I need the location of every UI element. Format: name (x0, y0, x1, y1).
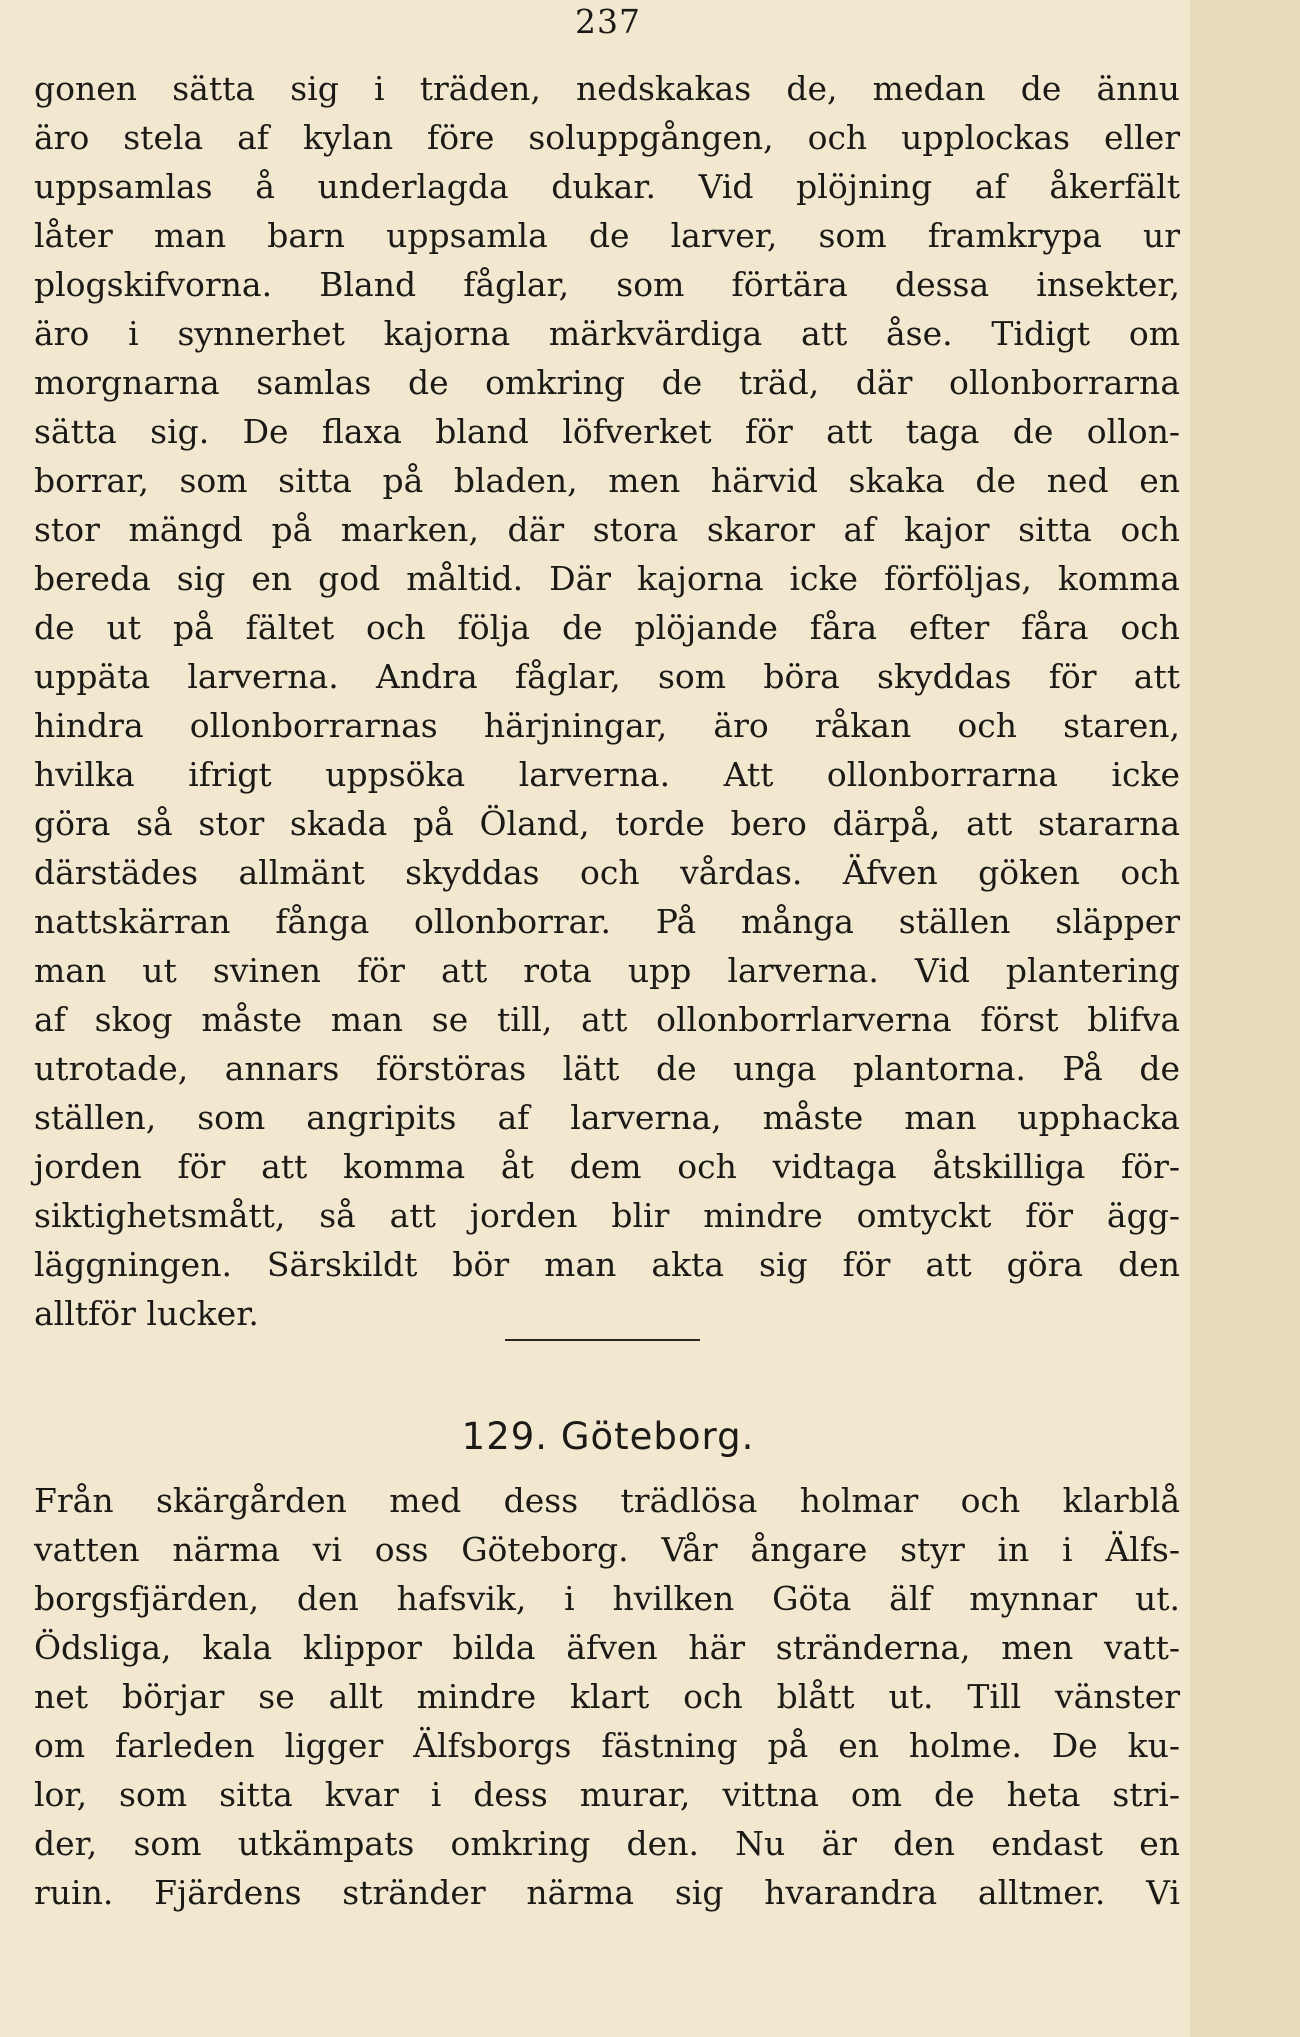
text-line: äro stela af kylan före soluppgången, och upplockas eller (34, 118, 1180, 157)
text-line: alltför lucker. (34, 1294, 259, 1333)
text-line: der, som utkämpats omkring den. Nu är den endast en (34, 1824, 1180, 1863)
text-line: utrotade, annars förstöras lätt de unga plantorna. På de (34, 1049, 1180, 1088)
text-line: plogskifvorna. Bland fåglar, som förtära dessa insekter, (34, 265, 1180, 304)
text-line: om farleden ligger Älfsborgs fästning på en holme. De ku- (34, 1726, 1180, 1765)
text-line: läggningen. Särskildt bör man akta sig för att göra den (34, 1245, 1180, 1284)
text-line: borgsfjärden, den hafsvik, i hvilken Göta älf mynnar ut. (34, 1579, 1180, 1618)
text-line: uppsamlas å underlagda dukar. Vid plöjning af åkerfält (34, 167, 1180, 206)
text-line: bereda sig en god måltid. Där kajorna icke förföljas, komma (34, 559, 1180, 598)
text-line: uppäta larverna. Andra fåglar, som böra skyddas för att (34, 657, 1180, 696)
text-line: ruin. Fjärdens stränder närma sig hvarandra alltmer. Vi (34, 1873, 1180, 1912)
text-line: låter man barn uppsamla de larver, som framkrypa ur (34, 216, 1180, 255)
text-line: sätta sig. De flaxa bland löfverket för att taga de ollon- (34, 412, 1180, 451)
text-line: hvilka ifrigt uppsöka larverna. Att ollonborrarna icke (34, 755, 1180, 794)
text-line: lor, som sitta kvar i dess murar, vittna om de heta stri- (34, 1775, 1180, 1814)
text-line: äro i synnerhet kajorna märkvärdiga att åse. Tidigt om (34, 314, 1180, 353)
text-line: net börjar se allt mindre klart och blått ut. Till vänster (34, 1677, 1180, 1716)
text-line: morgnarna samlas de omkring de träd, där ollonborrarna (34, 363, 1180, 402)
section-divider (505, 1339, 700, 1341)
text-line: gonen sätta sig i träden, nedskakas de, medan de ännu (34, 69, 1180, 108)
text-line: Ödsliga, kala klippor bilda äfven här stränderna, men vatt- (34, 1628, 1180, 1667)
text-line: Från skärgården med dess trädlösa holmar och klarblå (34, 1481, 1180, 1520)
text-line: nattskärran fånga ollonborrar. På många ställen släpper (34, 902, 1180, 941)
text-line: borrar, som sitta på bladen, men härvid skaka de ned en (34, 461, 1180, 500)
body-paragraph-2 (34, 1476, 1180, 1917)
text-line: af skog måste man se till, att ollonborrlarverna först blifva (34, 1000, 1180, 1039)
section-heading: 129. Göteborg. (461, 1415, 755, 1458)
text-line: de ut på fältet och följa de plöjande fåra efter fåra och (34, 608, 1180, 647)
text-line: därstädes allmänt skyddas och vårdas. Äfven göken och (34, 853, 1180, 892)
text-line: göra så stor skada på Öland, torde bero därpå, att stararna (34, 804, 1180, 843)
text-line: ställen, som angripits af larverna, måste man upphacka (34, 1098, 1180, 1137)
text-line: man ut svinen för att rota upp larverna. Vid plantering (34, 951, 1180, 990)
page-number: 237 (575, 2, 641, 41)
text-line: hindra ollonborrarnas härjningar, äro råkan och staren, (34, 706, 1180, 745)
text-line: stor mängd på marken, där stora skaror af kajor sitta och (34, 510, 1180, 549)
text-line: siktighetsmått, så att jorden blir mindre omtyckt för ägg- (34, 1196, 1180, 1235)
text-line: vatten närma vi oss Göteborg. Vår ångare styr in i Älfs- (34, 1530, 1180, 1569)
page-edge (1190, 0, 1300, 2037)
text-line: jorden för att komma åt dem och vidtaga åtskilliga för- (34, 1147, 1180, 1186)
body-paragraph-1 (34, 64, 1180, 1338)
